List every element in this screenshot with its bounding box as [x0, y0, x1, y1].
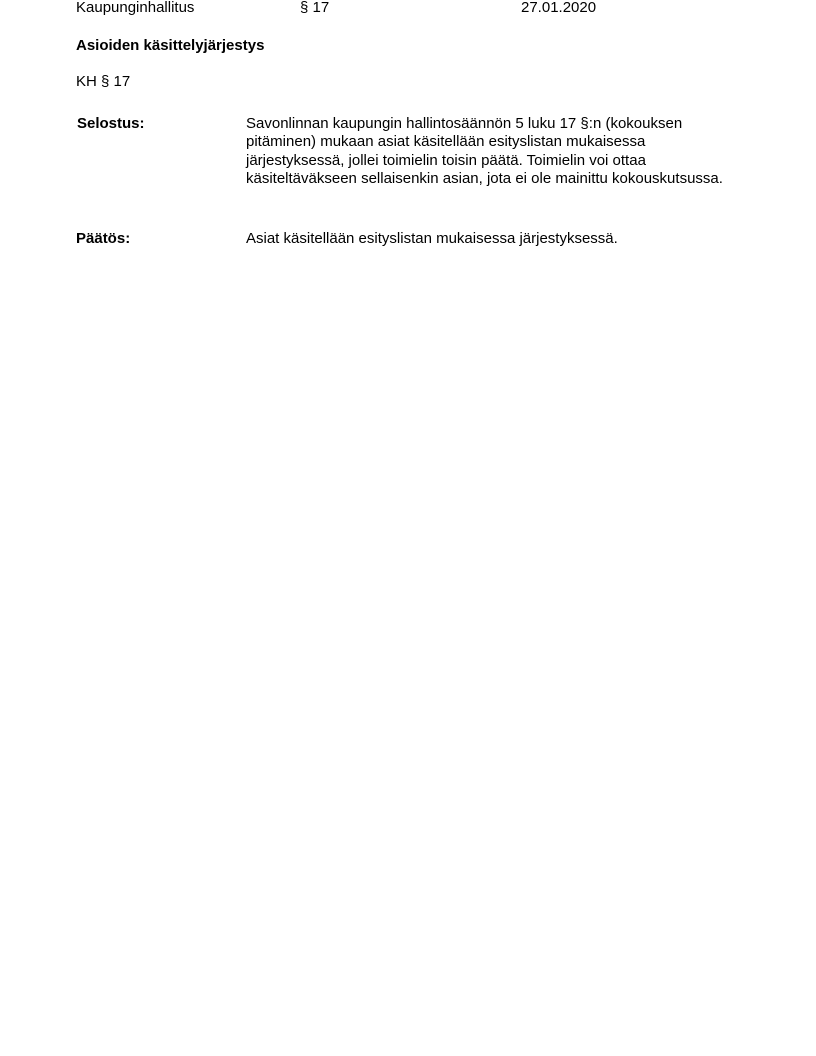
page-header: [76, 0, 776, 19]
header-date: 27.01.2020: [521, 0, 597, 16]
header-organization: Kaupunginhallitus: [76, 0, 195, 16]
document-title: Asioiden käsittelyjärjestys: [76, 37, 265, 54]
selostus-label: Selostus:: [77, 115, 145, 132]
paatos-text: Asiat käsitellään esityslistan mukaisessa järjestyksessä.: [246, 230, 618, 247]
paatos-label: Päätös:: [76, 230, 131, 247]
header-section-number: § 17: [300, 0, 330, 16]
section-reference: KH § 17: [76, 73, 131, 90]
selostus-text: Savonlinnan kaupungin hallintosäännön 5 luku 17 §:n (kokouksen pitäminen) mukaan asiat käsitellään esityslistan mukaisessa järjestyksessä, jollei toimielin toisin päätä. Toimielin voi ottaa käsiteltäväkseen sellaisenkin asian, jota ei ole mainittu kokouskutsussa.: [246, 115, 723, 188]
